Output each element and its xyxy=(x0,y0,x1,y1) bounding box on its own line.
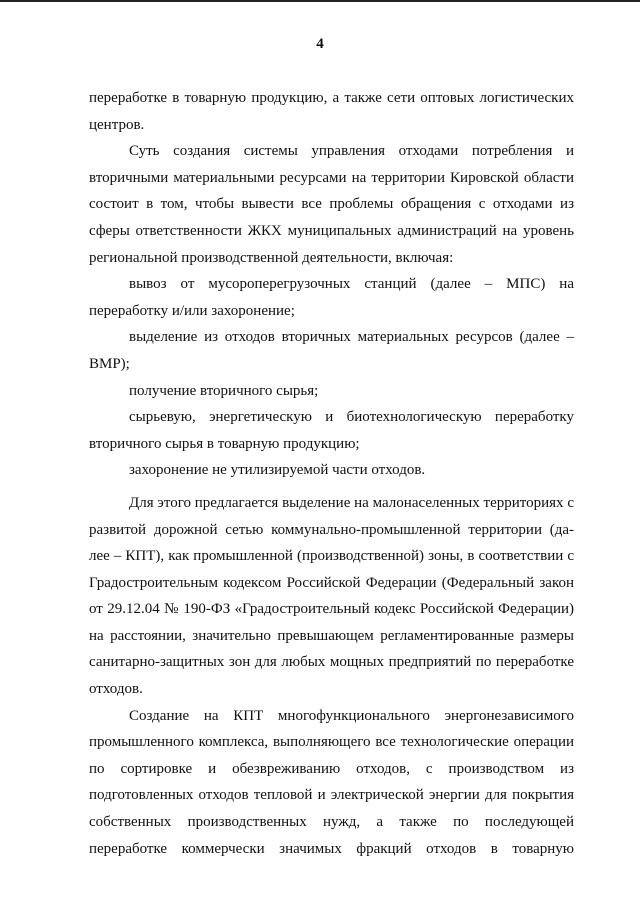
text-line: санитарно-защитных зон для любых мощных предприятий по переработке xyxy=(89,654,574,671)
page-number: 4 xyxy=(316,36,324,52)
text-line: ВМР); xyxy=(89,355,130,372)
text-line: переработке в товарную продукцию, а также сети оптовых логистических xyxy=(89,90,574,106)
paragraph xyxy=(89,457,574,484)
text-line: собственных производственных нужд, а также по последующей xyxy=(89,814,574,831)
text-line: региональной производственной деятельности, включая: xyxy=(89,249,454,266)
paragraph xyxy=(89,378,574,405)
document-body xyxy=(89,85,574,862)
text-line: Для этого предлагается выделение на малонаселенных территориях с xyxy=(129,494,574,511)
paragraph xyxy=(89,490,574,703)
text-line: на расстоянии, значительно превышающем регламентированные размеры xyxy=(89,627,574,644)
text-line: захоронение не утилизируемой части отходов. xyxy=(129,462,426,479)
paragraph xyxy=(89,138,574,271)
text-line: от 29.12.04 № 190-ФЗ «Градостроительный кодекс Российской Федерации) xyxy=(89,601,574,618)
paragraph xyxy=(89,85,574,138)
text-line: сырьевую, энергетическую и биотехнологическую переработку xyxy=(129,409,574,426)
text-line: сферы ответственности ЖКХ муниципальных администраций на уровень xyxy=(89,222,574,239)
text-line: по сортировке и обезвреживанию отходов, с производством из xyxy=(89,760,574,777)
text-line: центров. xyxy=(89,116,145,133)
text-line: вторичными материальными ресурсами на территории Кировской области xyxy=(89,169,574,186)
paragraph xyxy=(89,324,574,377)
text-line: переработке коммерчески значимых фракций отходов в товарную xyxy=(89,840,574,857)
paragraph xyxy=(89,404,574,457)
text-line: переработку и/или захоронение; xyxy=(89,302,295,319)
text-line: получение вторичного сырья; xyxy=(129,382,319,399)
text-line: состоит в том, чтобы вывести все проблемы обращения с отходами из xyxy=(89,196,574,213)
text-line: промышленного комплекса, выполняющего все технологические операции xyxy=(89,734,574,751)
text-line: Градостроительным кодексом Российской Федерации (Федеральный закон xyxy=(89,574,574,591)
paragraph xyxy=(89,703,574,863)
text-line: отходов. xyxy=(89,681,143,698)
text-line: вторичного сырья в товарную продукцию; xyxy=(89,435,360,452)
text-line: лее – КПТ), как промышленной (производственной) зоны, в соответствии с xyxy=(89,548,574,565)
text-line: развитой дорожной сетью коммунально-промышленной территории (да- xyxy=(89,521,574,538)
text-line: подготовленных отходов тепловой и электрической энергии для покрытия xyxy=(89,787,574,804)
text-line: Суть создания системы управления отходами потребления и xyxy=(129,143,574,160)
text-line: Создание на КПТ многофункционального энергонезависимого xyxy=(129,707,574,724)
text-line: выделение из отходов вторичных материальных ресурсов (далее – xyxy=(129,329,574,346)
top-border-line xyxy=(0,0,640,2)
text-line: вывоз от мусороперегрузочных станций (далее – МПС) на xyxy=(129,276,574,293)
paragraph xyxy=(89,271,574,324)
